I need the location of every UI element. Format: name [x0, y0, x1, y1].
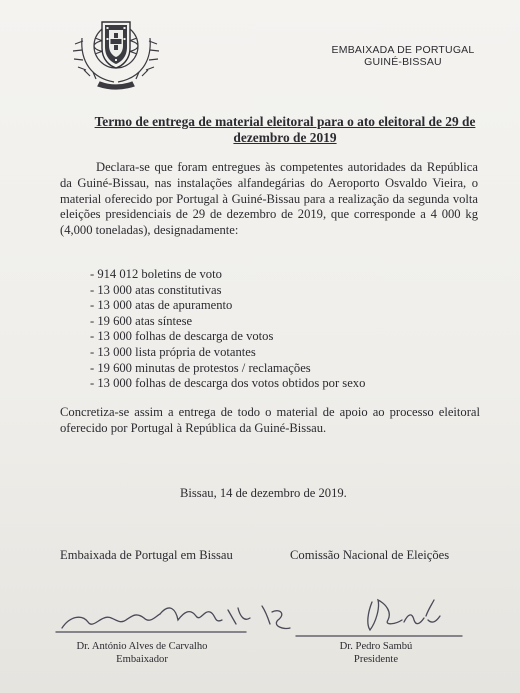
right-institution: Comissão Nacional de Eleições	[290, 548, 450, 562]
right-signature	[296, 600, 462, 636]
list-item: - 914 012 boletins de voto	[90, 267, 222, 281]
conclusion-paragraph: Concretiza-se assim a entrega de todo o material de apoio ao processo eleitoral oferecido por Portugal à República da Guiné-Bissau.	[60, 405, 480, 435]
left-signature	[56, 606, 290, 632]
list-item: - 13 000 folhas de descarga de votos	[90, 329, 274, 344]
date-line: Bissau, 14 de dezembro de 2019.	[180, 486, 347, 500]
left-signatory-name: Dr. António Alves de Carvalho	[76, 641, 208, 652]
right-signatory-name: Dr. Pedro Sambú	[339, 641, 413, 652]
declaration-paragraph: Declara-se que foram entregues às competentes autoridades da República da Guiné-Bissau, nas instalações alfandegárias do Aeroporto Osvaldo Vieira, o material oferecido por Portugal à Guiné-Bissau para a realização da segunda volta eleições presidenciais de 29 de dezembro de 2019, que corresponde a 4 000 kg (4,000 toneladas), designadamente:	[60, 160, 478, 238]
left-institution: Embaixada de Portugal em Bissau	[60, 548, 233, 562]
material-list	[90, 267, 365, 392]
coat-of-arms-emblem	[64, 8, 168, 90]
right-signatory-role: Presidente	[353, 654, 399, 665]
embassy-header	[330, 44, 476, 68]
list-item: - 19 600 minutas de protestos / reclamações	[90, 360, 311, 375]
list-item: - 19 600 atas síntese	[90, 313, 193, 328]
list-item: - 13 000 atas de apuramento	[90, 298, 233, 313]
right-signatory	[312, 640, 440, 666]
document-title: Termo de entrega de material eleitoral para o ato eleitoral de 29 de dezembro de 2019	[94, 114, 476, 145]
left-signatory	[56, 640, 228, 666]
embassy-name: EMBAIXADA DE PORTUGAL	[331, 44, 475, 56]
embassy-country: GUINÉ-BISSAU	[364, 56, 442, 68]
list-item: - 13 000 atas constitutivas	[90, 282, 222, 297]
list-item: - 13 000 lista própria de votantes	[90, 344, 256, 359]
left-signatory-role: Embaixador	[116, 654, 168, 665]
list-item: - 13 000 folhas de descarga dos votos obtidos por sexo	[90, 376, 366, 391]
